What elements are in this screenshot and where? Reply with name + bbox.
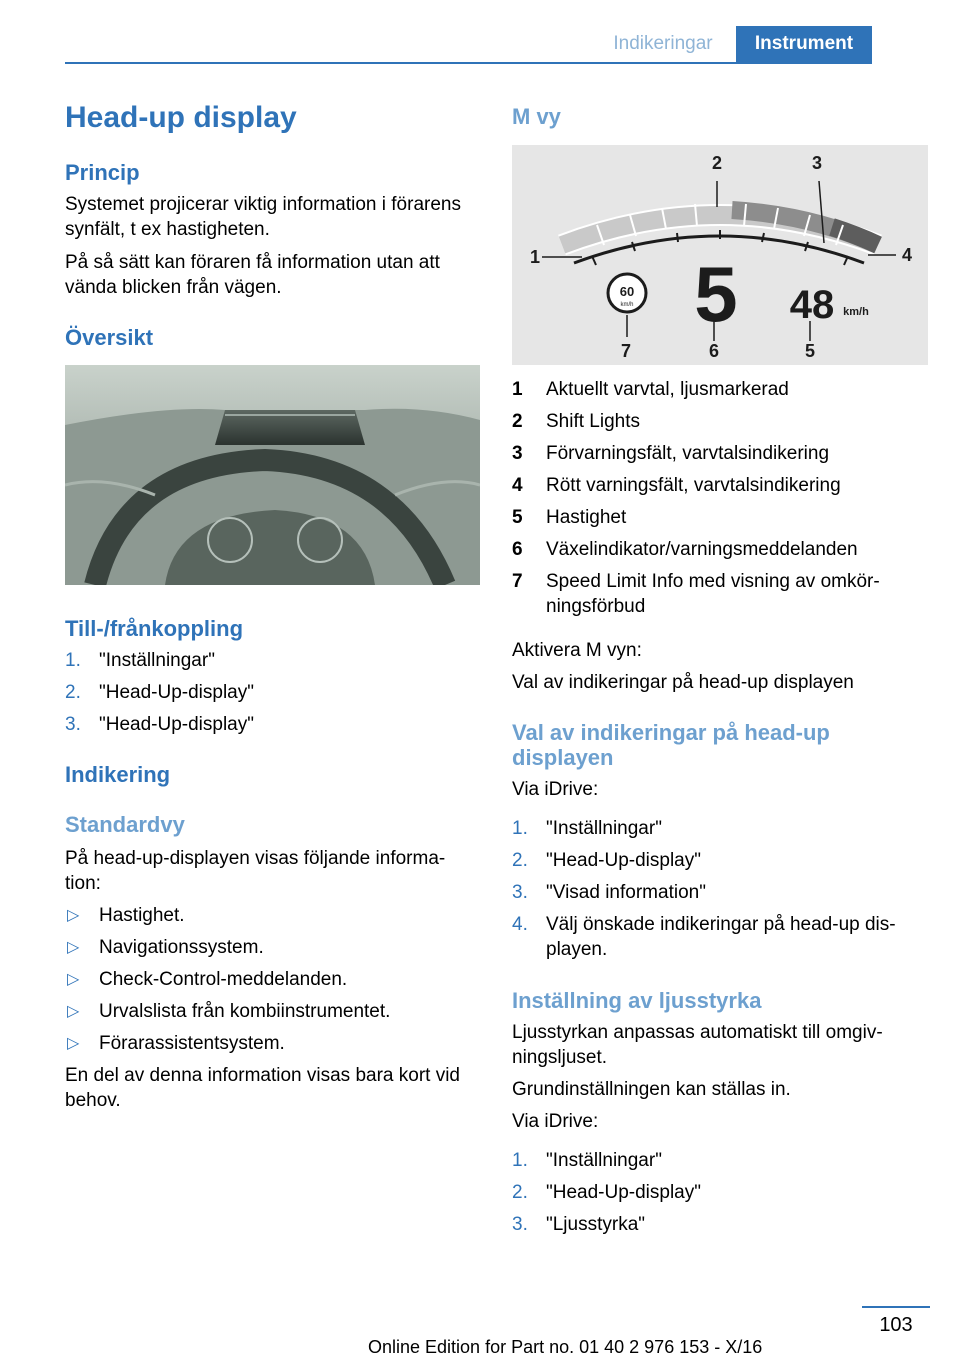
standardvy-outro: En del av denna information visas bara kort vid behov. — [65, 1065, 460, 1111]
step-text: Välj önskade indikeringar på head-up displayen. — [546, 914, 896, 960]
dashboard-illustration — [65, 365, 480, 585]
list-item — [512, 1180, 930, 1205]
aktivera-line-1: Aktivera M vyn: — [512, 640, 642, 661]
step-text: "Head-Up-display" — [99, 682, 254, 703]
val-via: Via iDrive: — [512, 779, 599, 800]
ljus-via: Via iDrive: — [512, 1111, 599, 1132]
indikering-heading: Indikering — [65, 762, 171, 787]
step-text: "Ljusstyrka" — [546, 1214, 646, 1235]
bullet-triangle-icon: ▷ — [67, 1035, 80, 1052]
legend-item — [512, 409, 930, 434]
step-number: 4. — [512, 914, 528, 935]
legend-item — [512, 441, 930, 466]
header-section-tab: Indikeringar — [613, 33, 713, 54]
list-item — [512, 880, 930, 905]
till-steps-list — [65, 648, 480, 744]
header-chapter-tab: Instrument — [736, 26, 872, 62]
standardvy-heading: Standardvy — [65, 812, 185, 837]
callout-1: 1 — [530, 247, 541, 267]
ljus-heading: Inställning av ljusstyrka — [512, 988, 762, 1013]
legend-item — [512, 505, 930, 530]
step-text: "Head-Up-display" — [99, 714, 254, 735]
legend-number: 4 — [512, 475, 523, 496]
legend-number: 7 — [512, 571, 523, 592]
list-item — [512, 1212, 930, 1237]
speed-limit-unit: km/h — [620, 302, 634, 308]
item-text: Förarassistentsystem. — [99, 1033, 285, 1054]
legend-text: Aktuellt varvtal, ljusmarkerad — [546, 379, 789, 400]
till-heading: Till-/frånkoppling — [65, 616, 244, 641]
callout-6: 6 — [709, 341, 720, 361]
legend-text: Rött varningsfält, varvtalsindikering — [546, 475, 841, 496]
legend-number: 2 — [512, 411, 523, 432]
page-title: Head-up display — [65, 101, 297, 134]
val-steps-list — [512, 816, 930, 969]
ljus-steps-list — [512, 1148, 930, 1244]
legend-number: 6 — [512, 539, 523, 560]
bullet-triangle-icon: ▷ — [67, 1003, 80, 1020]
legend-text: Shift Lights — [546, 411, 640, 432]
step-text: "Head-Up-display" — [546, 850, 701, 871]
step-number: 1. — [512, 1150, 528, 1171]
gear-indicator: 5 — [694, 250, 738, 338]
step-number: 3. — [512, 882, 528, 903]
callout-3: 3 — [812, 153, 823, 173]
aktivera-line-2: Val av indikeringar på head-up displayen — [512, 672, 854, 693]
dashboard-overview-figure — [65, 365, 480, 585]
m-view-legend — [512, 377, 930, 626]
legend-item — [512, 377, 930, 402]
legend-text: Speed Limit Info med visning av omkörningsförbud — [546, 571, 880, 617]
list-item — [65, 967, 480, 992]
step-text: "Inställningar" — [546, 818, 662, 839]
step-number: 2. — [65, 682, 81, 703]
legend-number: 3 — [512, 443, 523, 464]
legend-number: 5 — [512, 507, 523, 528]
list-item — [65, 712, 480, 737]
item-text: Check-Control-meddelanden. — [99, 969, 348, 990]
step-text: "Head-Up-display" — [546, 1182, 701, 1203]
item-text: Urvalslista från kombiinstrumentet. — [99, 1001, 391, 1022]
bullet-triangle-icon: ▷ — [67, 971, 80, 988]
step-number: 1. — [512, 818, 528, 839]
speed-value: 48 — [789, 283, 835, 327]
princip-heading: Princip — [65, 160, 140, 185]
list-item — [512, 1148, 930, 1173]
oversikt-heading: Översikt — [65, 325, 154, 350]
legend-item — [512, 473, 930, 498]
edition-note: Online Edition for Part no. 01 40 2 976 153 - X/16 — [368, 1337, 763, 1357]
callout-2: 2 — [712, 153, 723, 173]
step-text: "Inställningar" — [99, 650, 215, 671]
legend-text: Växelindikator/varningsmeddelanden — [546, 539, 858, 560]
list-item — [65, 680, 480, 705]
callout-5: 5 — [805, 341, 816, 361]
step-number: 3. — [512, 1214, 528, 1235]
bullet-triangle-icon: ▷ — [67, 907, 80, 924]
princip-paragraph-2: På så sätt kan föraren få information utan att vända blicken från vägen. — [65, 252, 440, 298]
legend-item — [512, 569, 930, 619]
step-number: 2. — [512, 1182, 528, 1203]
list-item — [512, 912, 930, 962]
item-text: Hastighet. — [99, 905, 185, 926]
header-rule — [65, 62, 872, 64]
callout-4: 4 — [902, 245, 913, 265]
mvy-heading: M vy — [512, 104, 561, 129]
step-text: "Inställningar" — [546, 1150, 662, 1171]
page-number: 103 — [879, 1314, 913, 1336]
legend-text: Förvarningsfält, varvtalsindikering — [546, 443, 830, 464]
legend-text: Hastighet — [546, 507, 627, 528]
list-item — [65, 1031, 480, 1056]
step-number: 3. — [65, 714, 81, 735]
callout-7: 7 — [621, 341, 632, 361]
princip-paragraph-1: Systemet projicerar viktig information i förarens synfält, t ex hastigheten. — [65, 194, 461, 240]
item-text: Navigationssystem. — [99, 937, 264, 958]
val-heading: Val av indikeringar på head-up displayen — [512, 720, 830, 770]
legend-item — [512, 537, 930, 562]
footer-rule — [862, 1306, 930, 1308]
bullet-triangle-icon: ▷ — [67, 939, 80, 956]
speed-unit: km/h — [843, 306, 869, 318]
list-item — [65, 903, 480, 928]
ljus-paragraph-1: Ljusstyrkan anpassas automatiskt till omgivningsljuset. — [512, 1022, 883, 1068]
list-item — [65, 648, 480, 673]
standardvy-list — [65, 903, 480, 1063]
list-item — [512, 848, 930, 873]
m-view-figure — [512, 145, 928, 365]
step-text: "Visad information" — [546, 882, 706, 903]
m-view-illustration — [512, 145, 928, 365]
list-item — [65, 999, 480, 1024]
ljus-paragraph-2: Grundinställningen kan ställas in. — [512, 1079, 791, 1100]
list-item — [65, 935, 480, 960]
standardvy-intro: På head-up-displayen visas följande information: — [65, 848, 446, 894]
step-number: 2. — [512, 850, 528, 871]
list-item — [512, 816, 930, 841]
legend-number: 1 — [512, 379, 523, 400]
step-number: 1. — [65, 650, 81, 671]
speed-limit-value: 60 — [619, 284, 635, 299]
